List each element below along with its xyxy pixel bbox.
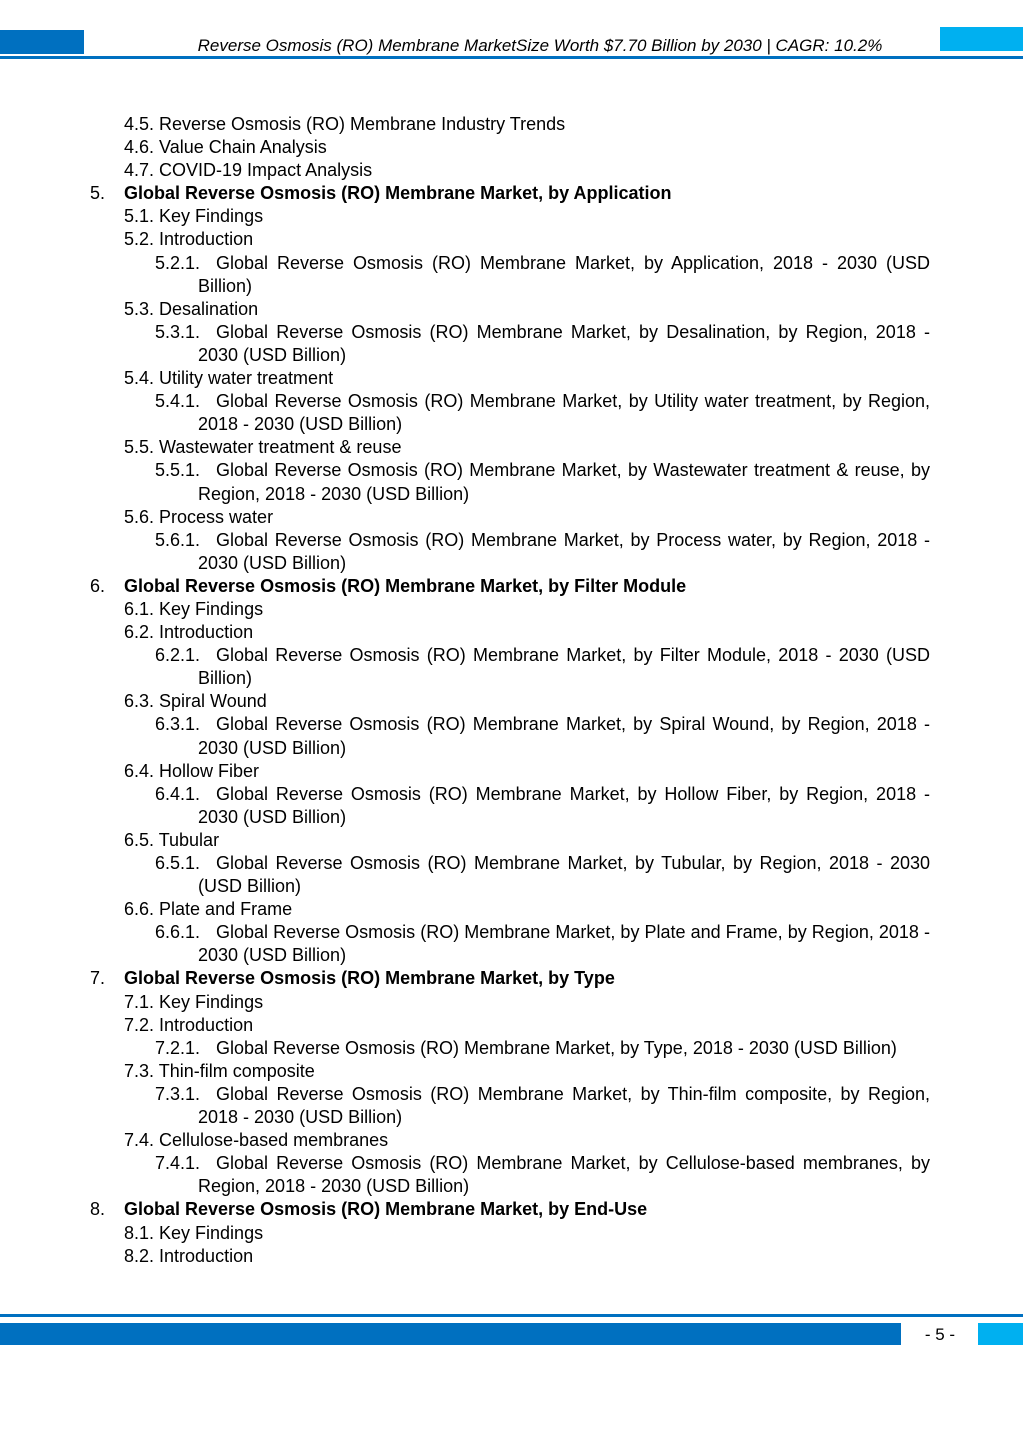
toc-entry-level-2 (0, 1245, 1023, 1268)
toc-entry-level-2 (0, 228, 1023, 251)
toc-entry-number: 6. (90, 575, 106, 596)
toc-entry-level-2 (0, 690, 1023, 713)
toc-entry-text: Global Reverse Osmosis (RO) Membrane Market, by Cellulose-based membranes, by Region, 2018 - 2030 (USD Billion) (198, 1153, 930, 1197)
toc-entry-text: 6.3. Spiral Wound (124, 691, 267, 712)
toc-entry-level-3 (0, 783, 1023, 829)
toc-entry-number: 6.5.1. (155, 853, 201, 873)
toc-entry-number: 6.2.1. (155, 645, 201, 666)
toc-entry-text: 5.6. Process water (124, 506, 274, 527)
toc-entry-text: Global Reverse Osmosis (RO) Membrane Market, by Application (124, 183, 672, 204)
toc-entry-level-3 (0, 321, 1023, 367)
toc-entry-text: Global Reverse Osmosis (RO) Membrane Market, by Utility water treatment, by Region, 2018 - 2030 (USD Billion) (198, 391, 930, 435)
toc-entry-text: Global Reverse Osmosis (RO) Membrane Market, by Tubular, by Region, 2018 - 2030 (USD Billion) (198, 853, 930, 897)
toc-entry-text: Global Reverse Osmosis (RO) Membrane Market, by Thin-film composite, by Region, 2018 - 2030 (USD Billion) (198, 1083, 930, 1128)
toc-entry-text: 7.2. Introduction (124, 1014, 254, 1035)
toc-entry-text: 4.7. COVID-19 Impact Analysis (124, 160, 373, 181)
toc-entry-level-3 (0, 1083, 1023, 1129)
toc-entry-level-3 (0, 644, 1023, 690)
toc-entry-level-2 (0, 1060, 1023, 1083)
toc-entry-level-2 (0, 598, 1023, 621)
toc-entry-level-3 (0, 1152, 1023, 1198)
toc-entry-level-2 (0, 367, 1023, 390)
page-number: - 5 - (924, 1325, 956, 1344)
toc-entry-level-3 (0, 1037, 1023, 1060)
toc-entry-text: 4.5. Reverse Osmosis (RO) Membrane Industry Trends (124, 114, 566, 134)
toc-entry-level-2 (0, 991, 1023, 1014)
toc-entry-level-2 (0, 113, 1023, 136)
toc-entry-text: 8.1. Key Findings (124, 1222, 264, 1243)
footer-rule (0, 1314, 1023, 1317)
toc-entry-level-2 (0, 829, 1023, 852)
toc-entry-text: Global Reverse Osmosis (RO) Membrane Market, by Spiral Wound, by Region, 2018 - 2030 (USD Billion) (198, 714, 930, 758)
toc-entry-text: 7.1. Key Findings (124, 991, 264, 1012)
header-accent-block-left (0, 30, 84, 54)
toc-entry-level-2 (0, 1222, 1023, 1245)
toc-entry-text: 7.4. Cellulose-based membranes (124, 1130, 389, 1151)
toc-entry-text: Global Reverse Osmosis (RO) Membrane Market, by Desalination, by Region, 2018 - 2030 (USD Billion) (198, 321, 930, 365)
toc-entry-text: 5.2. Introduction (124, 229, 254, 250)
toc-entry-level-2 (0, 159, 1023, 182)
toc-entry-text: 5.3. Desalination (124, 298, 259, 319)
toc-entry-text: 6.4. Hollow Fiber (124, 760, 260, 781)
toc-entry-level-3 (0, 459, 1023, 505)
toc-entry-text: 5.1. Key Findings (124, 206, 264, 227)
toc-entry-number: 5.5.1. (155, 460, 201, 481)
toc-entry-level-2 (0, 136, 1023, 159)
toc-entry-text: Global Reverse Osmosis (RO) Membrane Market, by Wastewater treatment & reuse, by Region, 2018 - 2030 (USD Billion) (198, 460, 930, 504)
toc-entry-text: Global Reverse Osmosis (RO) Membrane Market, by Hollow Fiber, by Region, 2018 - 2030 (USD Billion) (198, 783, 930, 827)
toc-entry-text: Global Reverse Osmosis (RO) Membrane Market, by Filter Module, 2018 - 2030 (USD Billion) (198, 645, 930, 689)
toc-entry-level-3 (0, 529, 1023, 575)
toc-entry-text: 8.2. Introduction (124, 1245, 254, 1266)
toc-entry-level-3 (0, 252, 1023, 298)
toc-entry-text: 5.5. Wastewater treatment & reuse (124, 437, 402, 458)
toc-entry-level-3 (0, 390, 1023, 436)
toc-entry-text: Global Reverse Osmosis (RO) Membrane Market, by Plate and Frame, by Region, 2018 - 2030 (USD Billion) (198, 922, 930, 966)
header-rule (0, 56, 1023, 59)
toc-entry-level-2 (0, 621, 1023, 644)
toc-entry-number: 8. (90, 1199, 106, 1220)
toc-entry-text: Global Reverse Osmosis (RO) Membrane Market, by Type (124, 968, 615, 989)
toc-entry-level-1 (0, 575, 1023, 598)
footer-accent-block-right (978, 1323, 1023, 1345)
toc-entry-level-1 (0, 1198, 1023, 1221)
toc-entry-number: 6.3.1. (155, 714, 201, 735)
toc-entry-text: 4.6. Value Chain Analysis (124, 137, 327, 158)
toc-entry-number: 5. (90, 183, 106, 204)
toc-entry-number: 5.2.1. (155, 252, 201, 273)
toc-entry-level-2 (0, 760, 1023, 783)
toc-entry-text: Global Reverse Osmosis (RO) Membrane Market, by End-Use (124, 1199, 648, 1220)
table-of-contents (0, 113, 1023, 1268)
toc-entry-number: 6.4.1. (155, 783, 201, 804)
toc-entry-text: Global Reverse Osmosis (RO) Membrane Market, by Process water, by Region, 2018 - 2030 (USD Billion) (198, 529, 930, 573)
toc-entry-number: 7.4.1. (155, 1153, 201, 1174)
toc-entry-text: Global Reverse Osmosis (RO) Membrane Market, by Application, 2018 - 2030 (USD Billion) (198, 252, 930, 296)
toc-entry-level-3 (0, 921, 1023, 967)
header-title: Reverse Osmosis (RO) Membrane MarketSize Worth $7.70 Billion by 2030 | CAGR: 10.2% (197, 36, 883, 55)
toc-entry-text: Global Reverse Osmosis (RO) Membrane Market, by Filter Module (124, 575, 687, 596)
toc-entry-level-3 (0, 852, 1023, 898)
toc-entry-number: 6.6.1. (155, 922, 201, 943)
toc-entry-level-2 (0, 506, 1023, 529)
toc-entry-text: 6.6. Plate and Frame (124, 899, 293, 920)
toc-entry-level-2 (0, 1129, 1023, 1152)
toc-entry-level-1 (0, 182, 1023, 205)
toc-entry-level-3 (0, 713, 1023, 759)
toc-entry-text: 6.2. Introduction (124, 622, 254, 643)
toc-entry-text: 5.4. Utility water treatment (124, 368, 334, 389)
toc-entry-text: Global Reverse Osmosis (RO) Membrane Market, by Type, 2018 - 2030 (USD Billion) (216, 1037, 897, 1058)
toc-entry-level-1 (0, 967, 1023, 990)
toc-entry-level-2 (0, 436, 1023, 459)
toc-entry-level-2 (0, 205, 1023, 228)
toc-entry-level-2 (0, 898, 1023, 921)
footer-accent-bar (0, 1323, 901, 1345)
toc-entry-number: 7.3.1. (155, 1083, 201, 1104)
toc-entry-text: 6.5. Tubular (124, 829, 220, 850)
toc-entry-number: 5.3.1. (155, 321, 201, 342)
header-accent-block-right (940, 27, 1023, 51)
toc-entry-number: 7.2.1. (155, 1037, 201, 1058)
toc-entry-text: 7.3. Thin-film composite (124, 1060, 315, 1081)
toc-entry-level-2 (0, 1014, 1023, 1037)
toc-entry-text: 6.1. Key Findings (124, 598, 264, 619)
toc-entry-number: 5.4.1. (155, 391, 201, 412)
toc-entry-number: 7. (90, 968, 106, 989)
toc-entry-number: 5.6.1. (155, 529, 201, 550)
toc-entry-level-2 (0, 298, 1023, 321)
